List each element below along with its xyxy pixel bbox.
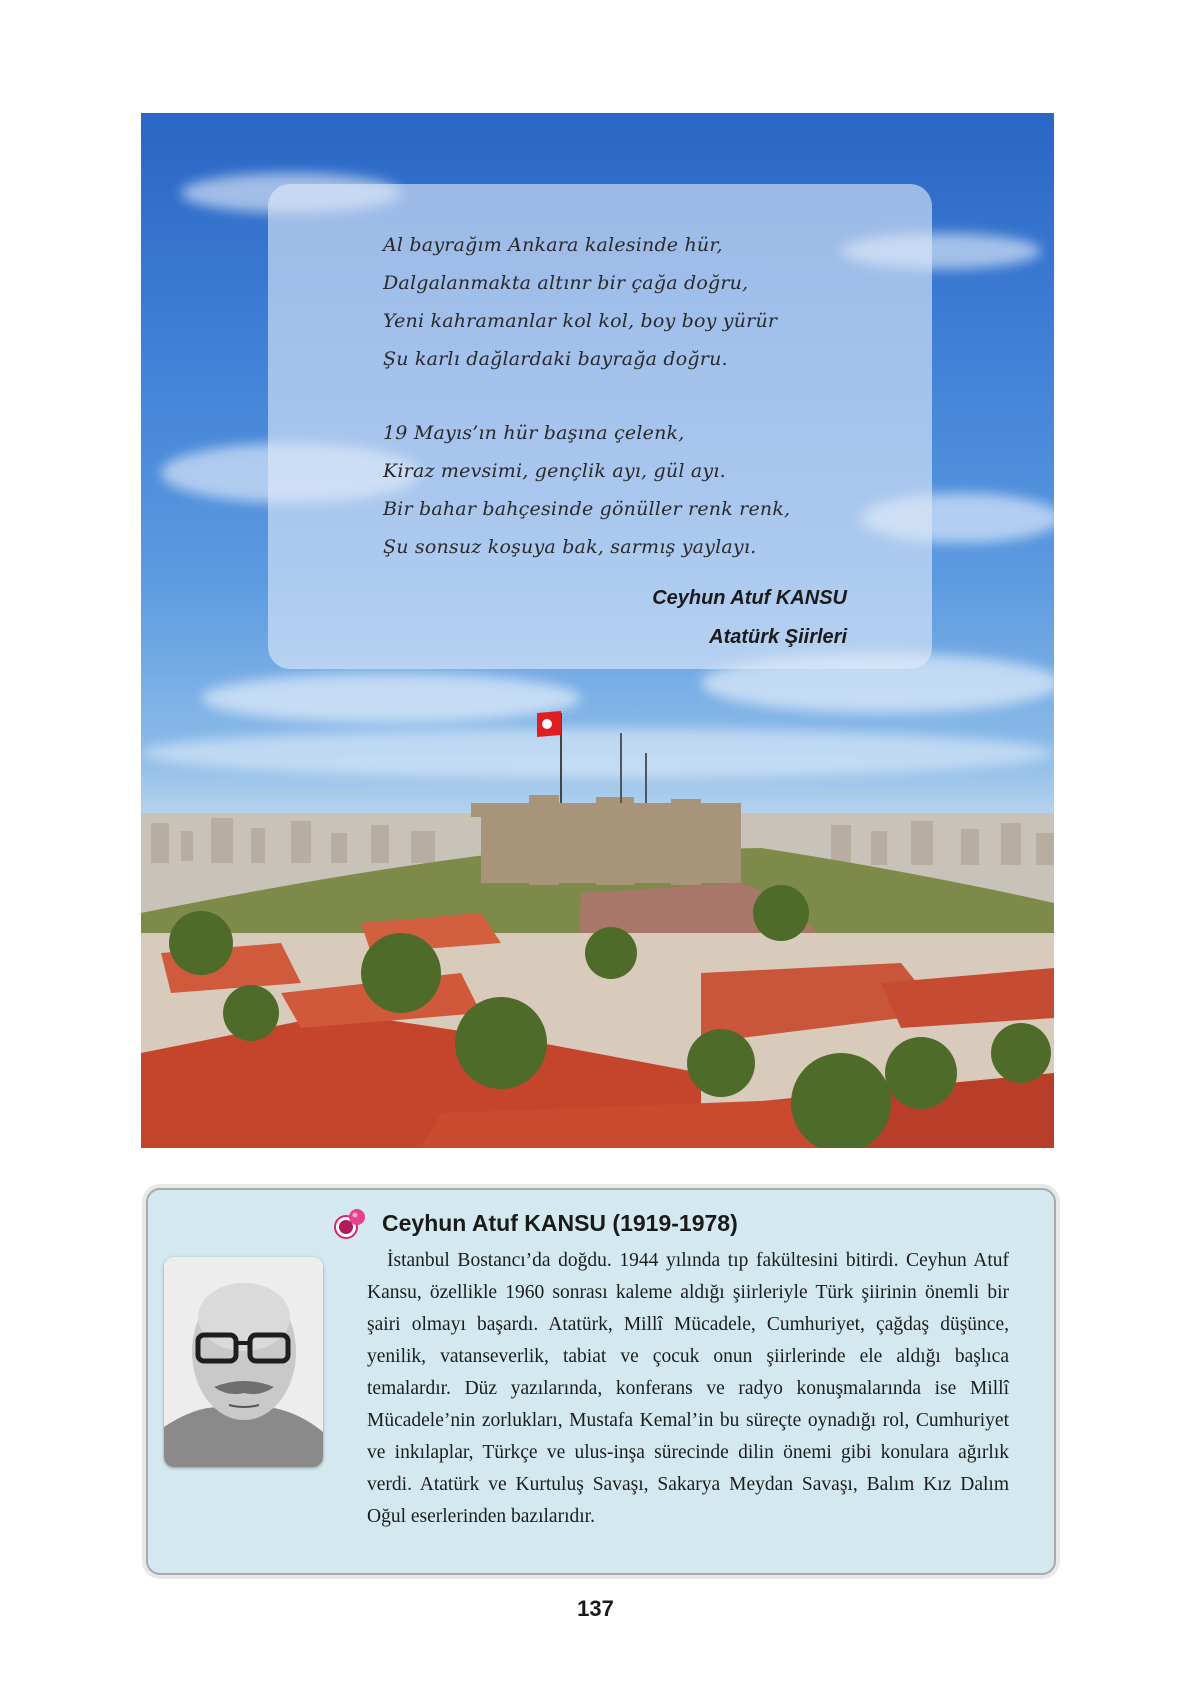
poem-line: Al bayrağım Ankara kalesinde hür, xyxy=(383,234,723,256)
poem-line: Yeni kahramanlar kol kol, boy boy yürür xyxy=(383,310,778,332)
poem-line: Şu karlı dağlardaki bayrağa doğru. xyxy=(383,348,728,370)
stanza-gap xyxy=(383,378,790,414)
antenna-masts xyxy=(561,733,646,803)
poem-line: Kiraz mevsimi, gençlik ayı, gül ayı. xyxy=(383,460,726,482)
biography-text: İstanbul Bostancı’da doğdu. 1944 yılında tıp fakültesini bitirdi. Ceyhun Atuf Kansu, özellikle 1960 sonrası kaleme aldığı şiirleriyle Türk şiirinin önemli bir şairi olmayı başardı. Atatürk, Millî Mücadele, Cumhuriyet, çağdaş düşünce, yenilik, vatanseverlik, tabiat ve çocuk onun şiirlerinde ele aldığı başlıca temalardır. Düz yazılarında, konferans ve radyo konuşmalarında ise Millî Mücadele’nin zorlukları, Mustafa Kemal’in bu süreçte oynadığı rol, Cumhuriyet ve inkılaplar, Türkçe ve ulus-inşa sürecinde dilin önemi gibi konulara ağırlık verdi. Atatürk ve Kurtuluş Savaşı, Sakarya Meydan Savaşı, Balım Kız Dalım Oğul eserlerinden bazılarıdır. xyxy=(367,1250,1009,1527)
page-number: 137 xyxy=(577,1596,614,1621)
poem-line: 19 Mayıs’ın hür başına çelenk, xyxy=(383,422,685,444)
poem-line: Dalgalanmakta altınr bir çağa doğru, xyxy=(383,272,749,294)
pushpin-icon xyxy=(330,1207,368,1241)
ankara-castle-photo xyxy=(141,113,1054,1148)
poem-source: Atatürk Şiirleri xyxy=(709,626,847,648)
portrait-image xyxy=(164,1257,323,1467)
castle-walls xyxy=(471,795,741,885)
flag-crescent xyxy=(542,719,552,729)
biography-title: Ceyhun Atuf KANSU (1919-1978) xyxy=(382,1210,738,1236)
biography-box xyxy=(146,1188,1056,1575)
author-portrait xyxy=(164,1257,323,1467)
poem xyxy=(383,226,790,566)
poem-panel xyxy=(268,184,932,669)
poem-line: Bir bahar bahçesinde gönüller renk renk, xyxy=(383,498,791,520)
poem-line: Şu sonsuz koşuya bak, sarmış yaylayı. xyxy=(383,536,757,558)
poem-author: Ceyhun Atuf KANSU xyxy=(652,587,847,609)
